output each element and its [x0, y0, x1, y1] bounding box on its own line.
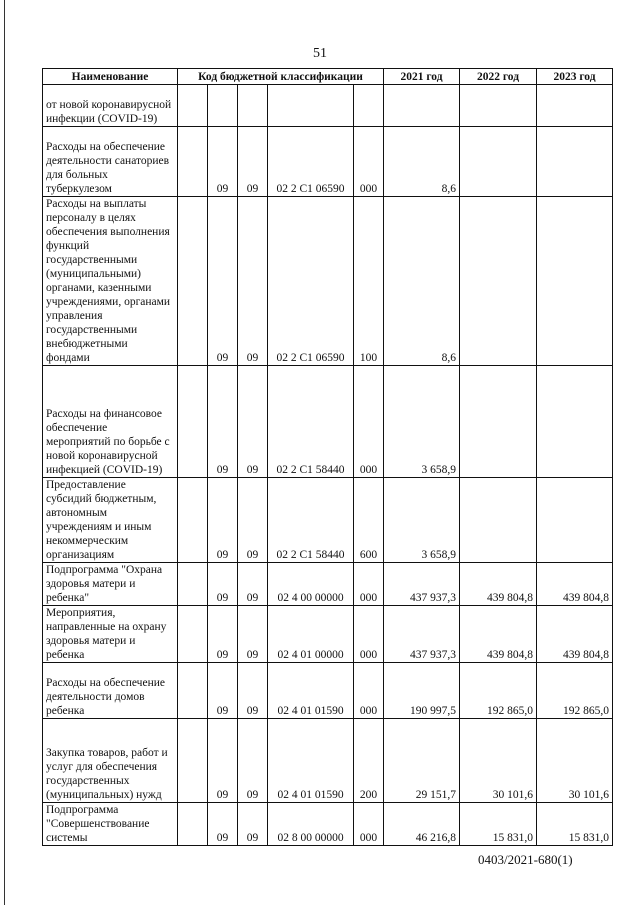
row-target-code: 02 2 С1 06590: [268, 127, 354, 197]
row-2023: [537, 478, 613, 563]
table-row: [43, 197, 613, 366]
row-2021: [384, 85, 460, 127]
row-2021: 46 216,8: [384, 803, 460, 846]
row-target-code: 02 4 01 00000: [268, 606, 354, 663]
table-header-row: [43, 69, 613, 85]
row-2023: 439 804,8: [537, 606, 613, 663]
header-2021: 2021 год: [384, 69, 460, 85]
row-subsection: [238, 85, 268, 127]
table-row: [43, 563, 613, 606]
row-subsection: 09: [238, 803, 268, 846]
row-name: Расходы на финансовое обеспечение мероприятий по борьбе с новой коронавирусной инфекцией (COVID-19): [43, 366, 178, 478]
row-2021: 8,6: [384, 197, 460, 366]
table-row: [43, 606, 613, 663]
page-edge-line: [4, 0, 5, 905]
row-name: Мероприятия, направленные на охрану здоровья матери и ребенка: [43, 606, 178, 663]
row-section: [208, 85, 238, 127]
header-code: Код бюджетной классификации: [178, 69, 384, 85]
row-2021: 29 151,7: [384, 719, 460, 803]
row-target-code: 02 2 С1 58440: [268, 366, 354, 478]
row-subsection: 09: [238, 366, 268, 478]
row-subsection: 09: [238, 478, 268, 563]
row-subsection: 09: [238, 563, 268, 606]
row-expense-type: 000: [354, 127, 384, 197]
row-expense-type: [354, 85, 384, 127]
row-blank-code: [178, 366, 208, 478]
row-2021: 8,6: [384, 127, 460, 197]
row-blank-code: [178, 197, 208, 366]
row-name: Расходы на обеспечение деятельности домов ребенка: [43, 663, 178, 719]
row-section: 09: [208, 719, 238, 803]
header-2023: 2023 год: [537, 69, 613, 85]
row-expense-type: 000: [354, 803, 384, 846]
row-section: 09: [208, 663, 238, 719]
row-expense-type: 100: [354, 197, 384, 366]
table-row: [43, 478, 613, 563]
row-target-code: 02 4 01 01590: [268, 663, 354, 719]
row-blank-code: [178, 85, 208, 127]
row-section: 09: [208, 563, 238, 606]
row-expense-type: 000: [354, 663, 384, 719]
row-target-code: 02 2 С1 58440: [268, 478, 354, 563]
row-expense-type: 000: [354, 563, 384, 606]
row-blank-code: [178, 606, 208, 663]
row-name: Подпрограмма "Охрана здоровья матери и ребенка": [43, 563, 178, 606]
row-blank-code: [178, 663, 208, 719]
row-name: Закупка товаров, работ и услуг для обеспечения государственных (муниципальных) нужд: [43, 719, 178, 803]
budget-table: [42, 68, 613, 846]
row-blank-code: [178, 478, 208, 563]
row-2022: [460, 366, 537, 478]
row-2023: [537, 85, 613, 127]
row-subsection: 09: [238, 606, 268, 663]
row-2021: 437 937,3: [384, 606, 460, 663]
row-2022: 439 804,8: [460, 563, 537, 606]
row-2023: 192 865,0: [537, 663, 613, 719]
row-2022: [460, 197, 537, 366]
row-expense-type: 000: [354, 606, 384, 663]
table-row: [43, 719, 613, 803]
table-row: [43, 127, 613, 197]
row-2023: [537, 197, 613, 366]
row-expense-type: 000: [354, 366, 384, 478]
row-name: Расходы на выплаты персоналу в целях обеспечения выполнения функций государственными (муниципальными) органами, казенными учреждениями, органами управления государственными внебюджетными фондами: [43, 197, 178, 366]
header-2022: 2022 год: [460, 69, 537, 85]
row-2023: [537, 127, 613, 197]
row-2021: 437 937,3: [384, 563, 460, 606]
row-subsection: 09: [238, 663, 268, 719]
row-section: 09: [208, 197, 238, 366]
row-subsection: 09: [238, 127, 268, 197]
table-row: [43, 663, 613, 719]
row-2021: 3 658,9: [384, 366, 460, 478]
row-name: Подпрограмма "Совершенствование системы: [43, 803, 178, 846]
row-blank-code: [178, 803, 208, 846]
page-number: 51: [313, 46, 327, 61]
row-2023: [537, 366, 613, 478]
row-subsection: 09: [238, 719, 268, 803]
row-expense-type: 600: [354, 478, 384, 563]
row-2021: 190 997,5: [384, 663, 460, 719]
row-section: 09: [208, 478, 238, 563]
row-2022: 439 804,8: [460, 606, 537, 663]
row-target-code: 02 4 00 00000: [268, 563, 354, 606]
table-row: [43, 366, 613, 478]
row-blank-code: [178, 563, 208, 606]
row-2022: 30 101,6: [460, 719, 537, 803]
row-blank-code: [178, 127, 208, 197]
row-subsection: 09: [238, 197, 268, 366]
row-2022: 15 831,0: [460, 803, 537, 846]
table-row: [43, 803, 613, 846]
row-expense-type: 200: [354, 719, 384, 803]
row-target-code: 02 4 01 01590: [268, 719, 354, 803]
row-2023: 439 804,8: [537, 563, 613, 606]
row-section: 09: [208, 127, 238, 197]
row-2022: [460, 478, 537, 563]
document-code: 0403/2021-680(1): [478, 852, 573, 867]
row-section: 09: [208, 803, 238, 846]
row-2022: [460, 85, 537, 127]
row-section: 09: [208, 366, 238, 478]
header-name: Наименование: [43, 69, 178, 85]
row-section: 09: [208, 606, 238, 663]
row-target-code: [268, 85, 354, 127]
row-2023: 15 831,0: [537, 803, 613, 846]
row-2023: 30 101,6: [537, 719, 613, 803]
row-target-code: 02 8 00 00000: [268, 803, 354, 846]
row-blank-code: [178, 719, 208, 803]
row-2021: 3 658,9: [384, 478, 460, 563]
row-name: Предоставление субсидий бюджетным, автономным учреждениям и иным некоммерческим организациям: [43, 478, 178, 563]
row-name: от новой коронавирусной инфекции (COVID-19): [43, 85, 178, 127]
row-2022: 192 865,0: [460, 663, 537, 719]
table-row: [43, 85, 613, 127]
row-target-code: 02 2 С1 06590: [268, 197, 354, 366]
row-name: Расходы на обеспечение деятельности санаториев для больных туберкулезом: [43, 127, 178, 197]
row-2022: [460, 127, 537, 197]
